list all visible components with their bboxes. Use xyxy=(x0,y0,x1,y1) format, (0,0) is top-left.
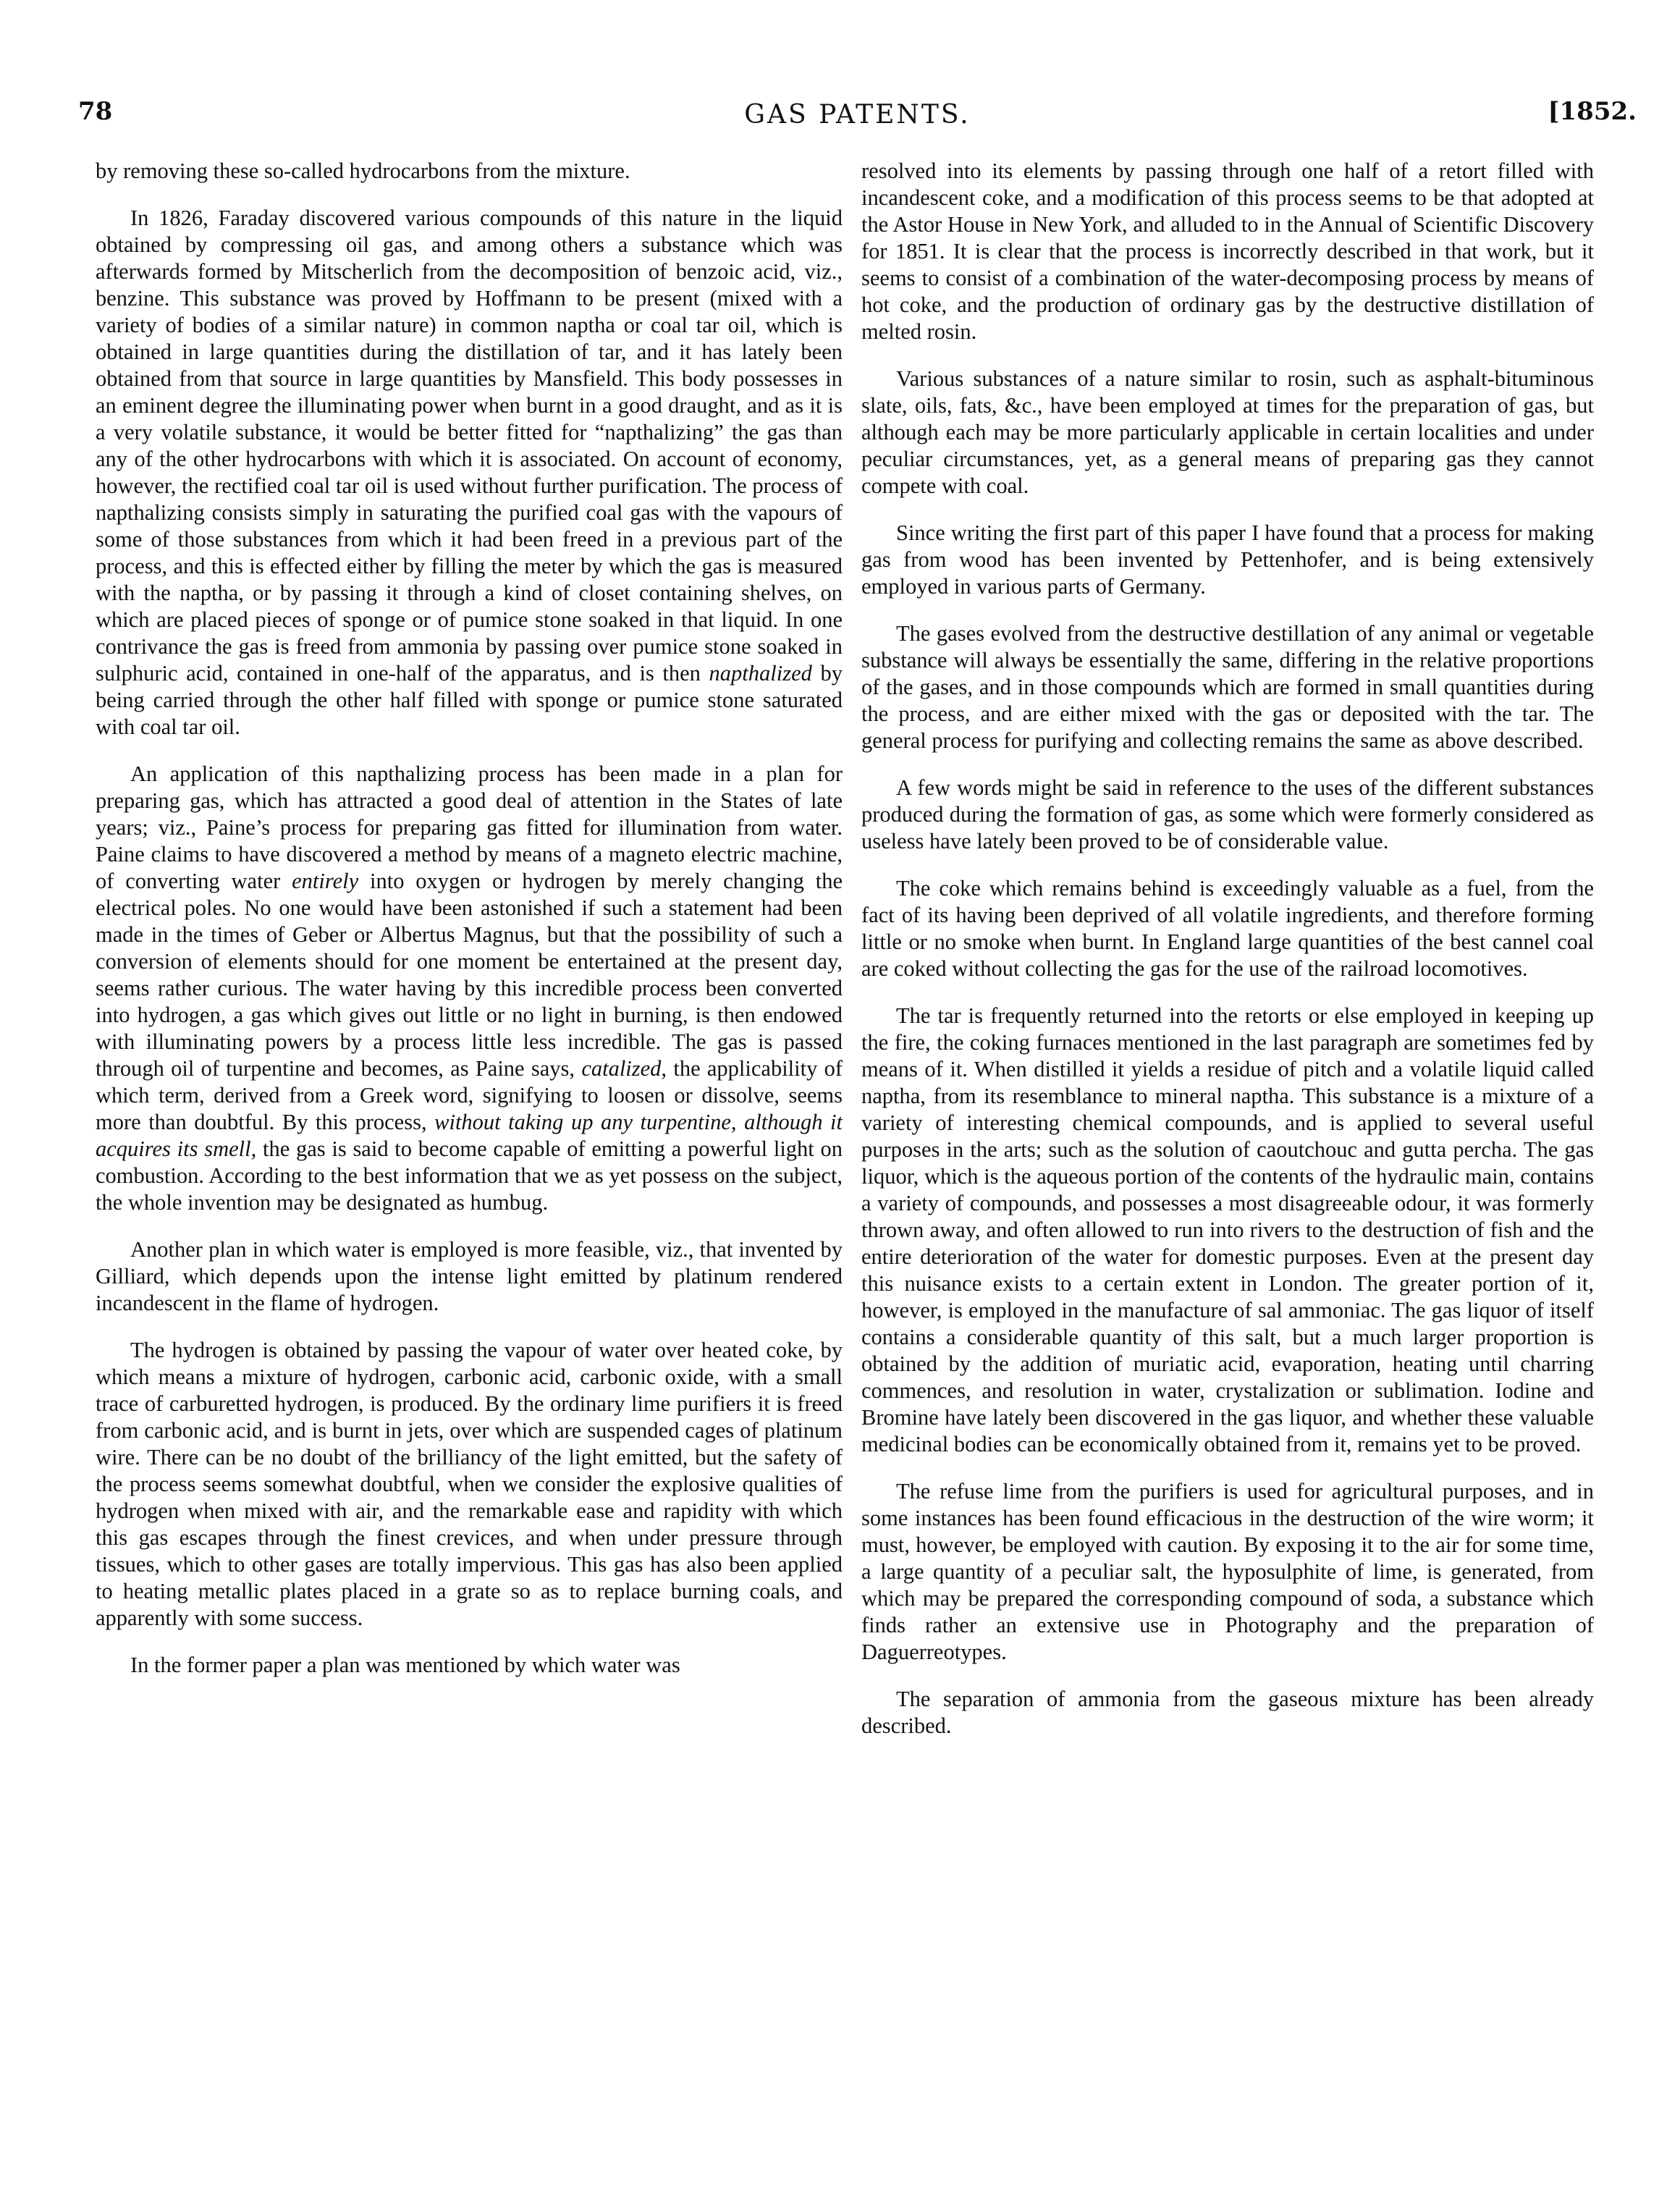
paragraph: A few words might be said in reference to the uses of the different substances produced during the formation of gas, as some which were formerly considered as useless have lately been proved to be of considerable value. xyxy=(861,775,1594,853)
paragraph: The separation of ammonia from the gaseous mixture has been already described. xyxy=(861,1687,1594,1738)
page-header xyxy=(78,97,1637,148)
right-column xyxy=(861,158,1594,2177)
paragraph: An application of this napthalizing process has been made in a plan for preparing gas, which has attracted a good deal of attention in the States of late years; viz., Paine’s process for preparing gas fitted for illumination from water. Paine claims to have discovered a method by means of a magneto electric machine, of converting water entirely into oxygen or hydrogen by merely changing the electrical poles. No one would have been astonished if such a statement had been made in the times of Geber or Albertus Magnus, but that the possibility of such a conversion of elements should for one moment be entertained at the present day, seems rather curious. The water having by this incredible process been converted into hydrogen, a gas which gives out little or no light in burning, is then endowed with illuminating powers by a process little less incredible. The gas is passed through oil of turpentine and becomes, as Paine says, catalized, the applicability of which term, derived from a Greek word, signifying to loosen or dissolve, seems more than doubtful. By this process, without taking up any turpentine, although it acquires its smell, the gas is said to become capable of emitting a powerful light on combustion. According to the best information that we as yet possess on the subject, the whole invention may be designated as humbug. xyxy=(96,762,843,1215)
paragraph: resolved into its elements by passing through one half of a retort filled with incandescent coke, and a modification of this process seems to be that adopted at the Astor House in New York, and alluded to in the Annual of Scientific Discovery for 1851. It is clear that the process is incorrectly described in that work, but it seems to consist of a combination of the water-decomposing process by means of hot coke, and the production of ordinary gas by the destructive distillation of melted rosin. xyxy=(861,159,1594,344)
running-title: GAS PATENTS. xyxy=(744,100,971,130)
italic-phrase: without taking up any turpentine, although it acquires its smell, xyxy=(96,1110,843,1161)
italic-term: entirely xyxy=(292,869,359,893)
italic-term: catalized, xyxy=(581,1056,667,1081)
italic-term: napthalized xyxy=(709,661,812,686)
left-column xyxy=(96,158,843,2177)
paragraph: The refuse lime from the purifiers is used for agricultural purposes, and in some instances has been found efficacious in the destruction of the wire worm; it must, however, be employed with caution. By exposing it to the air for some time, a large quantity of a peculiar salt, the hyposulphite of lime, is generated, from which may be prepared the corresponding compound of soda, a substance which finds rather an extensive use in Photography and the preparation of Daguerreotypes. xyxy=(861,1479,1594,1664)
paragraph: In 1826, Faraday discovered various compounds of this nature in the liquid obtained by compressing oil gas, and among others a substance which was afterwards formed by Mitscherlich from the decomposition of benzoic acid, viz., benzine. This substance was proved by Hoffmann to be present (mixed with a variety of bodies of a similar nature) in common naptha or coal tar oil, which is obtained in large quantities during the distillation of tar, and it has lately been obtained from that source in large quantities by Mansfield. This body possesses in an eminent degree the illuminating power when burnt in a good draught, and as it is a very volatile substance, it would be better fitted for “napthalizing” the gas than any of the other hydrocarbons with which it is associated. On account of economy, however, the rectified coal tar oil is used without further purification. The process of napthalizing consists simply in saturating the purified coal gas with the vapours of some of those substances from which it had been freed in a previous part of the process, and this is effected either by filling the meter by which the gas is measured with the naptha, or by passing it through a kind of closet containing shelves, on which are placed pieces of sponge or of pumice stone soaked in that liquid. In one contrivance the gas is freed from ammonia by passing over pumice stone soaked in sulphuric acid, contained in one-half of the apparatus, and is then napthalized by being carried through the other half filled with sponge or pumice stone saturated with coal tar oil. xyxy=(96,206,843,739)
paragraph: The tar is frequently returned into the retorts or else employed in keeping up the fire, the coking furnaces mentioned in the last paragraph are sometimes fed by means of it. When distilled it yields a residue of pitch and a volatile liquid called naptha, from its resemblance to mineral naptha. This substance is a mixture of a variety of interesting chemical compounds, and is applied to several useful purposes in the arts; such as the solution of caoutchouc and gutta percha. The gas liquor, which is the aqueous portion of the contents of the hydraulic main, contains a variety of compounds, and possesses a most disagreeable odour, it was formerly thrown away, and often allowed to run into rivers to the destruction of fish and the entire deterioration of the water for domestic purposes. Even at the present day this nuisance exists to a certain extent in London. The greater portion of it, however, is employed in the manufacture of sal ammoniac. The gas liquor of itself contains a considerable quantity of this salt, but a much larger proportion is obtained by the addition of muriatic acid, evaporation, heating until charring commences, and resolution in water, crystalization or sublimation. Iodine and Bromine have lately been discovered in the gas liquor, and whether these valuable medicinal bodies can be economically obtained from it, remains yet to be proved. xyxy=(861,1003,1594,1456)
paragraph: Various substances of a nature similar to rosin, such as asphalt-bituminous slate, oils, fats, &c., have been employed at times for the preparation of gas, but although each may be more particularly applicable in certain localities and under peculiar circumstances, yet, as a general means of preparing gas they cannot compete with coal. xyxy=(861,366,1594,498)
paragraph: Since writing the first part of this paper I have found that a process for making gas from wood has been invented by Pettenhofer, and is being extensively employed in various parts of Germany. xyxy=(861,520,1594,599)
paragraph: The gases evolved from the destructive destillation of any animal or vegetable substance will always be essentially the same, differing in the relative proportions of the gases, and in those compounds which are formed in small quantities during the process, and are either mixed with the gas or deposited with the tar. The general process for purifying and collecting remains the same as above described. xyxy=(861,621,1594,753)
year-mark: [1852. xyxy=(1548,97,1637,126)
paragraph: The hydrogen is obtained by passing the vapour of water over heated coke, by which means a mixture of hydrogen, carbonic acid, carbonic oxide, with a small trace of carburetted hydrogen, is produced. By the ordinary lime purifiers it is freed from carbonic acid, and is burnt in jets, over which are suspended cages of platinum wire. There can be no doubt of the brilliancy of the light emitted, but the safety of the process seems somewhat doubtful, when we consider the explosive qualities of hydrogen when mixed with air, and the remarkable ease and rapidity with which this gas escapes through the finest crevices, and when under pressure through tissues, which to other gases are totally impervious. This gas has also been applied to heating metallic plates placed in a grate so as to replace burning coals, and apparently with some success. xyxy=(96,1338,843,1630)
paragraph: Another plan in which water is employed is more feasible, viz., that invented by Gilliard, which depends upon the intense light emitted by platinum rendered incandescent in the flame of hydrogen. xyxy=(96,1237,843,1315)
paragraph: by removing these so-called hydrocarbons from the mixture. xyxy=(96,159,630,183)
paragraph: In the former paper a plan was mentioned by which water was xyxy=(130,1653,680,1677)
page-number: 78 xyxy=(78,97,113,126)
paragraph: The coke which remains behind is exceedingly valuable as a fuel, from the fact of its having been deprived of all volatile ingredients, and therefore forming little or no smoke when burnt. In England large quantities of the best cannel coal are coked without collecting the gas for the use of the railroad locomotives. xyxy=(861,876,1594,981)
